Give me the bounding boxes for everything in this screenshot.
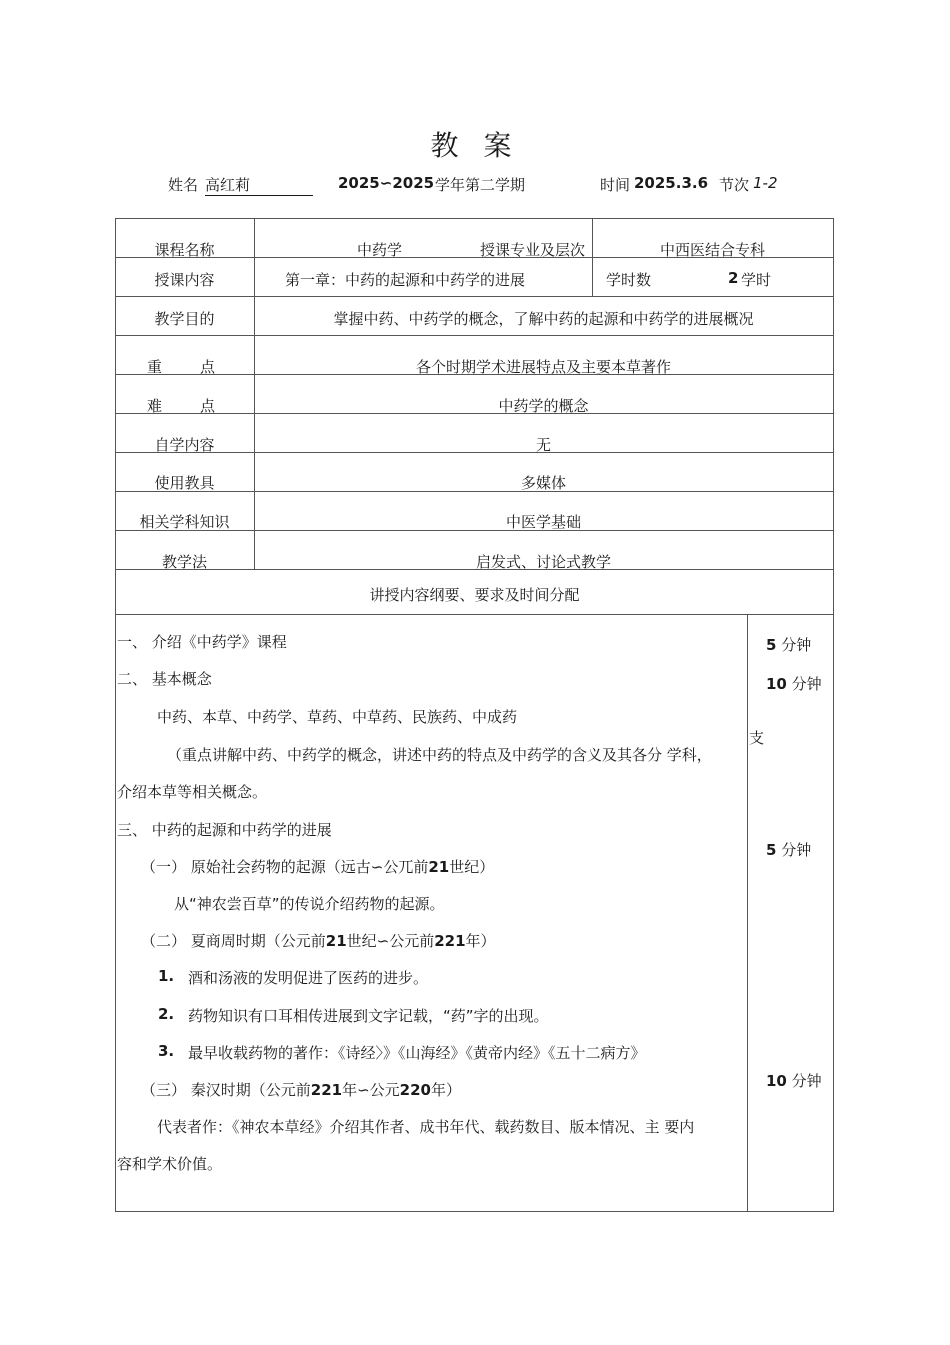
lesson-line — [141, 1079, 461, 1100]
lesson-text: 年） — [430, 1081, 461, 1099]
list-number: 1. — [158, 967, 175, 985]
lesson-line: 中药、本草、中药学、草药、中草药、民族药、中成药 — [157, 708, 518, 726]
tools-value: 多媒体 — [520, 474, 566, 492]
time-number: 10 — [766, 675, 787, 693]
lesson-number: 221 — [434, 932, 466, 950]
lesson-text: 年） — [465, 932, 496, 950]
related-value: 中医学基础 — [505, 513, 581, 531]
lesson-line: 容和学术价值。 — [117, 1155, 223, 1173]
goal-label: 教学目的 — [154, 310, 215, 328]
time-allocation — [766, 839, 811, 860]
lesson-line: （重点讲解中药、中药学的概念，讲述中药的特点及中药学的含义及其各分 学科， — [167, 746, 712, 764]
hours-unit: 学时 — [741, 271, 772, 289]
list-number: 2. — [158, 1005, 175, 1023]
method-label: 教学法 — [161, 553, 207, 571]
time-allocation — [766, 673, 822, 694]
time-number: 5 — [766, 841, 777, 859]
goal-value: 掌握中药、中药学的概念，了解中药的起源和中药学的进展概况 — [333, 310, 754, 328]
time-value: 2025.3.6 — [634, 174, 709, 192]
method-value: 启发式、讨论式教学 — [475, 553, 611, 571]
content-value: 第一章：中药的起源和中药学的进展 — [285, 271, 526, 289]
self-study-label: 自学内容 — [154, 436, 215, 454]
self-study-value: 无 — [535, 436, 551, 454]
lesson-line: 从“神农尝百草”的传说介绍药物的起源。 — [174, 895, 445, 913]
content-label: 授课内容 — [154, 271, 215, 289]
time-allocation — [766, 634, 811, 655]
hard-label-b: 点 — [200, 397, 216, 415]
time-unit: 分钟 — [781, 636, 812, 654]
header-row — [0, 174, 950, 196]
time-unit: 分钟 — [791, 1072, 822, 1090]
time-unit: 分钟 — [781, 841, 812, 859]
hours-number: 2 — [728, 269, 739, 287]
outline-heading: 讲授内容纲要、要求及时间分配 — [369, 586, 580, 604]
session-value: 1-2 — [753, 174, 778, 192]
academic-term: 学年第二学期 — [435, 176, 526, 194]
lesson-number: 221 — [310, 1081, 343, 1099]
course-name-label: 课程名称 — [154, 241, 215, 259]
major-label: 授课专业及层次 — [480, 241, 586, 259]
name-label: 姓名 — [168, 176, 199, 194]
tools-label: 使用教具 — [154, 474, 215, 492]
lesson-line: 一、 介绍《中药学》课程 — [117, 633, 287, 651]
key-label-b: 点 — [200, 358, 216, 376]
lesson-number: 21 — [428, 858, 450, 876]
lesson-text: 世纪∽公元前 — [346, 932, 435, 950]
lesson-line: 三、 中药的起源和中药学的进展 — [117, 821, 332, 839]
lesson-number: 21 — [325, 932, 347, 950]
related-label: 相关学科知识 — [139, 513, 230, 531]
name-value: 高红莉 — [205, 174, 313, 196]
lesson-text: 世纪） — [449, 858, 495, 876]
hours-label: 学时数 — [606, 271, 652, 289]
lesson-text: （一） 原始社会药物的起源（远古∽公兀前 — [141, 858, 429, 876]
lesson-line: 酒和汤液的发明促进了医药的进步。 — [188, 969, 429, 987]
lesson-line — [141, 856, 494, 877]
time-allocation — [766, 1070, 822, 1091]
lesson-line — [141, 930, 496, 951]
list-number: 3. — [158, 1042, 175, 1060]
time-number: 10 — [766, 1072, 787, 1090]
lesson-line: 最早收载药物的著作：《诗经〉》《山海经》《黄帝内经》《五十二病方》 — [188, 1044, 646, 1062]
hard-label-a: 难 — [147, 397, 163, 415]
key-value: 各个时期学术进展特点及主要本草著作 — [415, 358, 671, 376]
lesson-line: 代表者作：《神农本草经》介绍其作者、成书年代、载药数目、版本情况、主 要内 — [157, 1118, 695, 1136]
time-note: 支 — [749, 729, 765, 747]
hard-value: 中药学的概念 — [498, 397, 589, 415]
lesson-line: 药物知识有口耳相传进展到文字记载，“药”字的出现。 — [188, 1007, 549, 1025]
lesson-line: 介绍本草等相关概念。 — [117, 783, 268, 801]
session-label: 节次 — [719, 176, 750, 194]
time-number: 5 — [766, 636, 777, 654]
lesson-line: 二、 基本概念 — [117, 670, 212, 688]
course-name-value: 中药学 — [357, 241, 403, 259]
lesson-text: （二） 夏商周时期（公元前 — [141, 932, 326, 950]
key-label-a: 重 — [147, 358, 163, 376]
academic-year: 2025∽2025 — [338, 174, 435, 192]
lesson-text: 年∽公元 — [342, 1081, 400, 1099]
time-unit: 分钟 — [791, 675, 822, 693]
page-title: 教 案 — [430, 129, 520, 162]
lesson-text: （三） 秦汉时期（公元前 — [141, 1081, 311, 1099]
time-label: 时间 — [600, 176, 631, 194]
major-value: 中西医结合专科 — [659, 241, 765, 259]
lesson-number: 220 — [399, 1081, 431, 1099]
